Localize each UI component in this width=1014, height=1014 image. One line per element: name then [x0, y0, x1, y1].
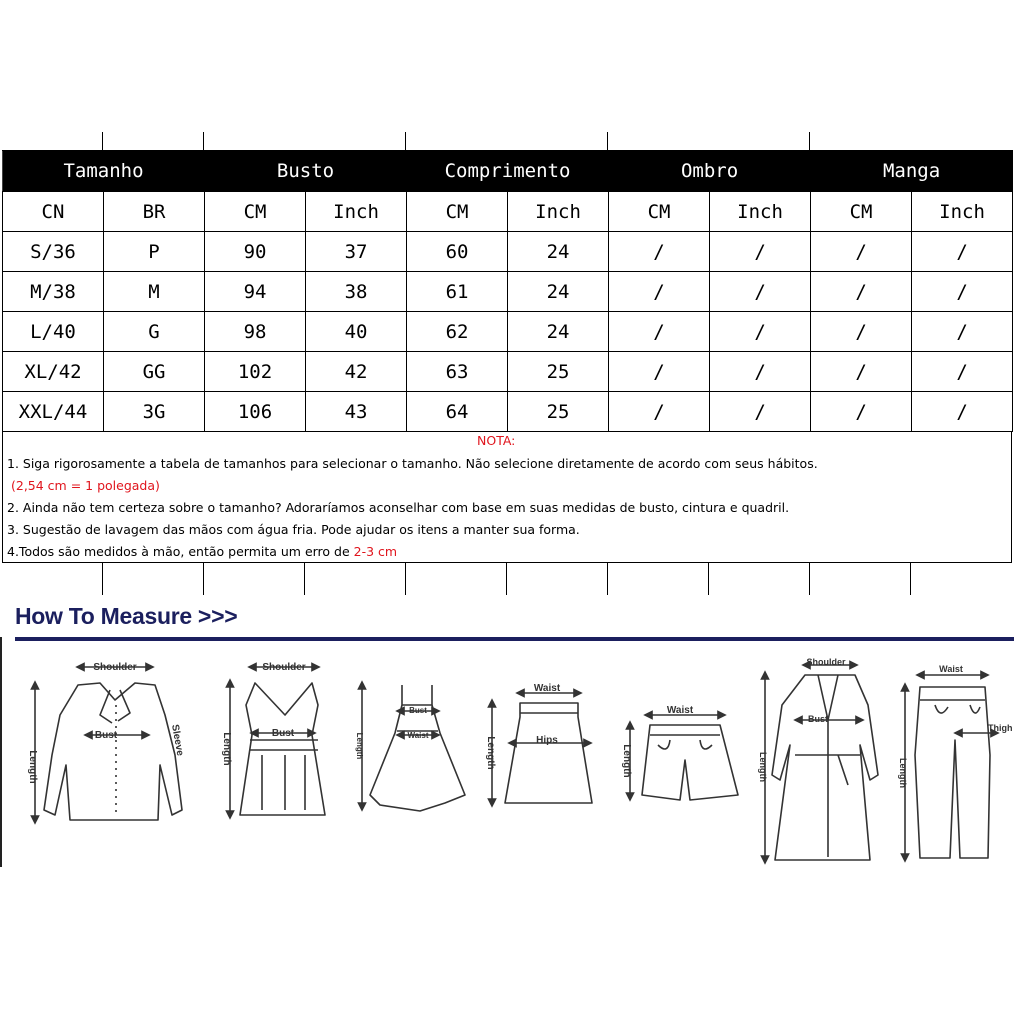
notes-title: NOTA: — [477, 433, 516, 448]
note-1: 1. Siga rigorosamente a tabela de tamanhos para selecionar o tamanho. Não selecione diretamente de acordo com seus hábitos. — [7, 456, 818, 471]
label-length: Length — [221, 732, 232, 766]
header-busto: Busto — [205, 151, 407, 192]
grid-line — [809, 132, 810, 150]
sub-header-cell: Inch — [306, 192, 407, 232]
label-shoulder: Shoulder — [262, 662, 306, 673]
label-waist: Waist — [407, 731, 429, 740]
label-waist: Waist — [939, 664, 963, 674]
table-cell: / — [609, 232, 710, 272]
sub-header-cell: CM — [609, 192, 710, 232]
table-cell: P — [104, 232, 205, 272]
label-bust: Bust — [808, 714, 828, 724]
header-manga: Manga — [811, 151, 1013, 192]
table-cell: 42 — [306, 352, 407, 392]
table-cell: 106 — [205, 392, 306, 432]
label-waist: Waist — [666, 705, 694, 716]
note-4-text: 4.Todos são medidos à mão, então permita um erro de — [7, 544, 354, 559]
label-length: Length — [485, 736, 496, 770]
table-cell: 37 — [306, 232, 407, 272]
table-cell: 60 — [407, 232, 508, 272]
note-4 — [7, 544, 397, 559]
header-ombro: Ombro — [609, 151, 811, 192]
table-cell: G — [104, 312, 205, 352]
note-2: 2. Ainda não tem certeza sobre o tamanho? Adoraríamos aconselhar com base em suas medidas de busto, cintura e quadril. — [7, 500, 790, 515]
tank-top-icon — [230, 667, 325, 815]
label-length: Length — [355, 732, 364, 760]
shorts-icon — [630, 715, 738, 800]
table-cell: / — [811, 352, 912, 392]
table-cell: M — [104, 272, 205, 312]
table-cell: 63 — [407, 352, 508, 392]
table-cell: XL/42 — [3, 352, 104, 392]
sub-header-cell: CM — [811, 192, 912, 232]
table-cell: / — [710, 352, 811, 392]
table-cell: S/36 — [3, 232, 104, 272]
table-cell: 43 — [306, 392, 407, 432]
table-cell: 94 — [205, 272, 306, 312]
table-cell: 25 — [508, 352, 609, 392]
trench-coat-icon — [765, 665, 878, 860]
sub-header-cell: CN — [3, 192, 104, 232]
table-cell: / — [710, 272, 811, 312]
grid-line — [203, 132, 204, 150]
table-cell: / — [811, 272, 912, 312]
label-length: Length — [898, 758, 908, 788]
table-cell: 64 — [407, 392, 508, 432]
table-cell: / — [609, 272, 710, 312]
label-length: Length — [621, 744, 632, 778]
sub-header-cell: Inch — [912, 192, 1013, 232]
label-shoulder: Shoulder — [806, 657, 846, 667]
label-length: Length — [27, 750, 38, 784]
table-cell: / — [912, 352, 1013, 392]
table-cell: / — [912, 272, 1013, 312]
label-sleeve: Sleeve — [169, 723, 186, 757]
label-thigh: Thigh — [988, 723, 1013, 733]
table-row — [3, 312, 1013, 352]
header-comprimento: Comprimento — [407, 151, 609, 192]
grid-line — [708, 563, 709, 595]
label-waist: Waist — [533, 683, 561, 694]
label-shoulder: Shoulder — [93, 662, 137, 673]
grid-line — [102, 132, 103, 150]
table-row — [3, 272, 1013, 312]
note-1-conversion: (2,54 cm = 1 polegada) — [11, 478, 160, 493]
table-cell: 25 — [508, 392, 609, 432]
table-cell: 61 — [407, 272, 508, 312]
label-length: Length — [758, 752, 768, 782]
table-group-header-row — [3, 151, 1013, 192]
blouse-icon — [35, 667, 182, 820]
label-bust: Bust — [409, 706, 427, 715]
label-hips: Hips — [536, 735, 558, 746]
table-cell: / — [609, 312, 710, 352]
table-cell: 3G — [104, 392, 205, 432]
sub-header-cell: BR — [104, 192, 205, 232]
grid-line — [102, 563, 103, 595]
trousers-icon — [905, 675, 995, 858]
table-cell: / — [710, 312, 811, 352]
table-cell: 24 — [508, 272, 609, 312]
table-cell: L/40 — [3, 312, 104, 352]
sub-header-cell: Inch — [710, 192, 811, 232]
grid-line — [405, 132, 406, 150]
table-cell: / — [912, 232, 1013, 272]
table-cell: XXL/44 — [3, 392, 104, 432]
dress-icon — [362, 685, 465, 811]
grid-line — [910, 563, 911, 595]
table-sub-header-row — [3, 192, 1013, 232]
grid-line — [506, 563, 507, 595]
how-to-measure-title: How To Measure >>> — [15, 603, 238, 629]
table-cell: / — [811, 312, 912, 352]
table-cell: 24 — [508, 312, 609, 352]
table-cell: 102 — [205, 352, 306, 392]
table-cell: / — [609, 392, 710, 432]
table-cell: / — [912, 392, 1013, 432]
label-bust: Bust — [271, 728, 295, 739]
table-cell: 62 — [407, 312, 508, 352]
table-cell: 24 — [508, 232, 609, 272]
label-bust: Bust — [94, 730, 118, 741]
grid-line — [607, 132, 608, 150]
note-4-range: 2-3 cm — [353, 544, 398, 559]
table-cell: / — [912, 312, 1013, 352]
table-cell: 98 — [205, 312, 306, 352]
sub-header-cell: CM — [205, 192, 306, 232]
table-cell: / — [710, 392, 811, 432]
table-cell: / — [811, 392, 912, 432]
grid-line — [405, 563, 406, 595]
sub-header-cell: CM — [407, 192, 508, 232]
table-cell: M/38 — [3, 272, 104, 312]
table-cell: 38 — [306, 272, 407, 312]
header-tamanho: Tamanho — [3, 151, 205, 192]
sub-header-cell: Inch — [508, 192, 609, 232]
note-3: 3. Sugestão de lavagem das mãos com água fria. Pode ajudar os itens a manter sua forma. — [7, 522, 580, 537]
notes-box — [2, 431, 1012, 563]
grid-line — [607, 563, 608, 595]
size-table — [2, 150, 1013, 432]
table-cell: / — [609, 352, 710, 392]
grid-line — [304, 563, 305, 595]
table-row — [3, 232, 1013, 272]
table-cell: 40 — [306, 312, 407, 352]
grid-line — [809, 563, 810, 595]
title-underline — [15, 637, 1014, 641]
table-row — [3, 392, 1013, 432]
table-cell: / — [811, 232, 912, 272]
measurement-illustrations — [0, 645, 1014, 870]
skirt-icon — [492, 693, 592, 803]
table-cell: / — [710, 232, 811, 272]
table-cell: 90 — [205, 232, 306, 272]
table-cell: GG — [104, 352, 205, 392]
table-row — [3, 352, 1013, 392]
grid-line — [203, 563, 204, 595]
